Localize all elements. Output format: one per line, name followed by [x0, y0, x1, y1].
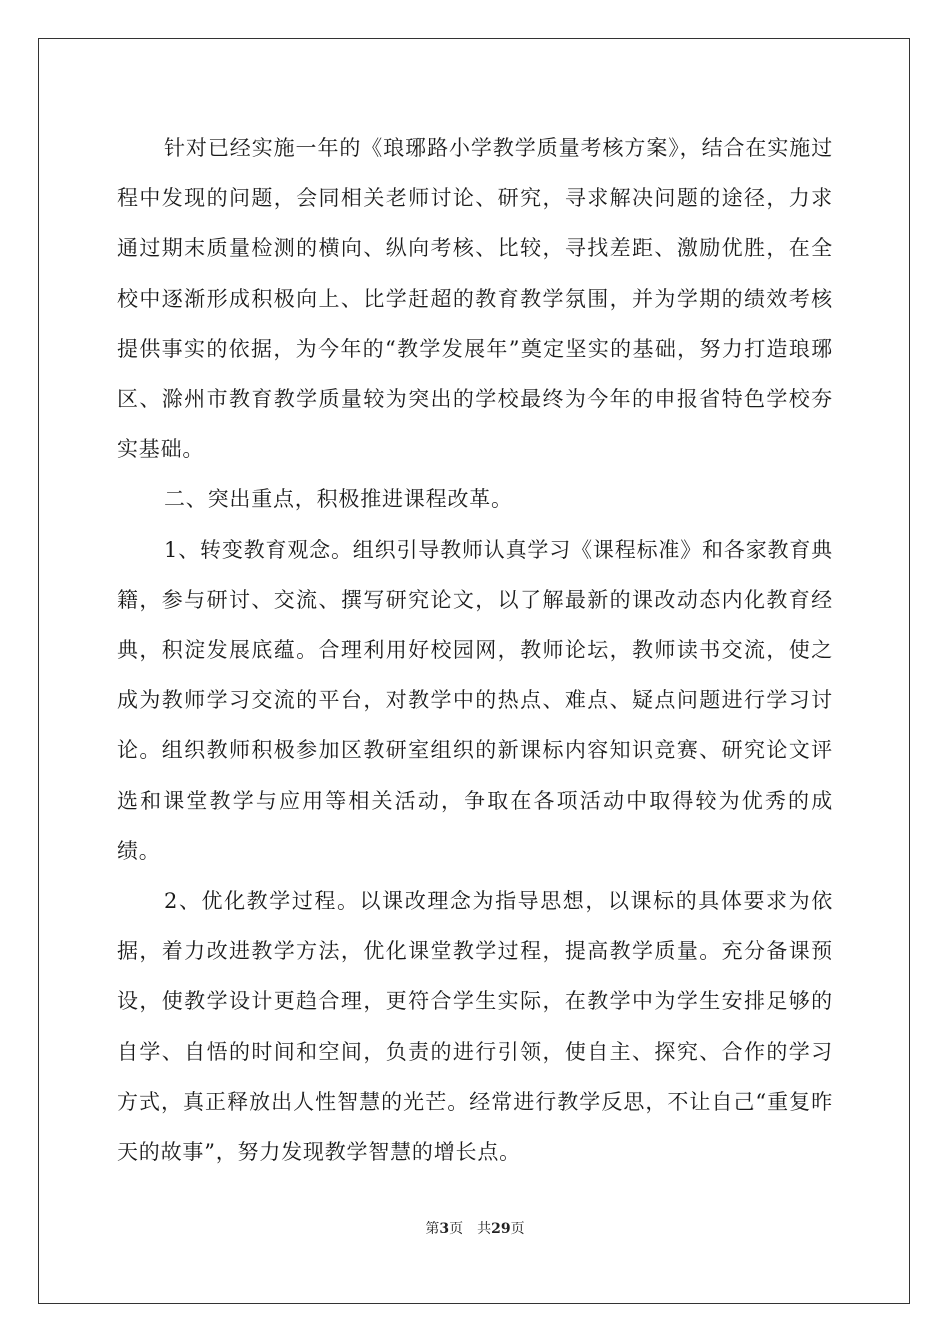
section-heading: 二、突出重点，积极推进课程改革。: [164, 487, 513, 512]
page-footer: [0, 1218, 950, 1238]
total-pages: 29: [491, 1221, 511, 1237]
total-suffix: 页: [510, 1221, 525, 1237]
page-number: 3: [439, 1221, 450, 1237]
paragraph: 1、转变教育观念。组织引导教师认真学习《课程标准》和各家教育典籍，参与研讨、交流、撰写研究论文，以了解最新的课改动态内化教育经典，积淀发展底蕴。合理利用好校园网，教师论坛，教师读书交流，使之成为教师学习交流的平台，对教学中的热点、难点、疑点问题进行学习讨论。组织教师积极参加区教研室组织的新课标内容知识竞赛、研究论文评选和课堂教学与应用等相关活动，争取在各项活动中取得较为优秀的成绩。: [117, 537, 833, 863]
paragraph: 2、优化教学过程。以课改理念为指导思想，以课标的具体要求为依据，着力改进教学方法，优化课堂教学过程，提高教学质量。充分备课预设，使教学设计更趋合理，更符合学生实际，在教学中为学生安排足够的自学、自悟的时间和空间，负责的进行引领，使自主、探究、合作的学习方式，真正释放出人性智慧的光芒。经常进行教学反思，不让自己“重复昨天的故事”，努力发现教学智慧的增长点。: [117, 889, 833, 1165]
page-suffix: 页: [449, 1221, 464, 1237]
document-body: [117, 123, 833, 1177]
total-prefix: 共: [477, 1221, 492, 1237]
paragraph: 针对已经实施一年的《琅琊路小学教学质量考核方案》，结合在实施过程中发现的问题，会同相关老师讨论、研究，寻求解决问题的途径，力求通过期末质量检测的横向、纵向考核、比较，寻找差距、激励优胜，在全校中逐渐形成积极向上、比学赶超的教育教学氛围，并为学期的绩效考核提供事实的依据，为今年的“教学发展年”奠定坚实的基础，努力打造琅琊区、滁州市教育教学质量较为突出的学校最终为今年的申报省特色学校夯实基础。: [117, 136, 833, 462]
page-prefix: 第: [425, 1221, 440, 1237]
